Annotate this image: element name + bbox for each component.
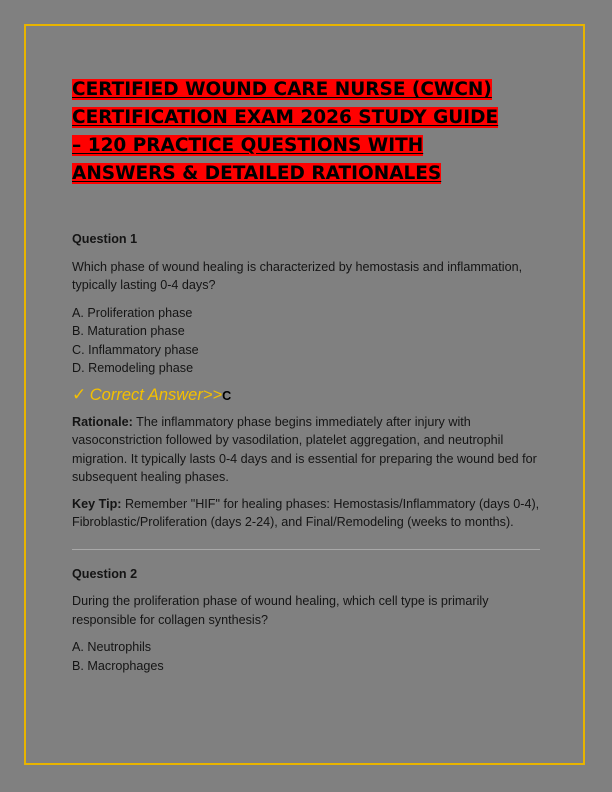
key-tip xyxy=(72,495,540,532)
correct-answer xyxy=(72,384,540,407)
option-d: D. Remodeling phase xyxy=(72,361,194,375)
answer-options xyxy=(72,638,540,675)
correct-answer-value: C xyxy=(222,388,232,403)
question-label: Question 2 xyxy=(72,566,138,581)
question-divider xyxy=(72,549,540,550)
correct-answer-label: Correct Answer>> xyxy=(89,385,223,404)
title-line-2: CERTIFICATION EXAM 2026 STUDY GUIDE xyxy=(72,107,499,128)
title-line-3: – 120 PRACTICE QUESTIONS WITH xyxy=(72,135,424,156)
rationale xyxy=(72,413,540,487)
question-label: Question 1 xyxy=(72,232,138,246)
title-line-4: ANSWERS & DETAILED RATIONALES xyxy=(72,163,442,184)
key-tip-text: Remember "HIF" for healing phases: Hemostasis/Inflammatory (days 0-4), Fibroblastic/Proliferation (days 2-24), and Final/Remodeling (weeks to months). xyxy=(72,496,540,529)
document-title xyxy=(72,76,547,188)
option-b: B. Macrophages xyxy=(72,658,164,673)
option-a: A. Proliferation phase xyxy=(72,305,193,320)
key-tip-label: Key Tip: xyxy=(72,496,122,511)
rationale-text: The inflammatory phase begins immediately after injury with vasoconstriction followed by vasodilation, platelet aggregation, and neutrophil migration. It typically lasts 0-4 days and is essential for preparing the wound bed for subsequent healing phases. xyxy=(72,414,537,484)
option-b: B. Maturation phase xyxy=(72,324,185,338)
check-icon: ✓ xyxy=(72,384,87,404)
rationale-label: Rationale: xyxy=(72,414,133,429)
question-text: During the proliferation phase of wound healing, which cell type is primarily responsible for collagen synthesis? xyxy=(72,594,489,627)
question-1 xyxy=(72,230,540,532)
document-body xyxy=(72,230,540,675)
question-2 xyxy=(72,565,540,676)
title-line-1: CERTIFIED WOUND CARE NURSE (CWCN) xyxy=(72,79,492,100)
question-text: Which phase of wound healing is characterized by hemostasis and inflammation, typically lasting 0-4 days? xyxy=(72,259,523,292)
option-c: C. Inflammatory phase xyxy=(72,342,199,357)
answer-options xyxy=(72,304,540,378)
option-a: A. Neutrophils xyxy=(72,640,152,654)
